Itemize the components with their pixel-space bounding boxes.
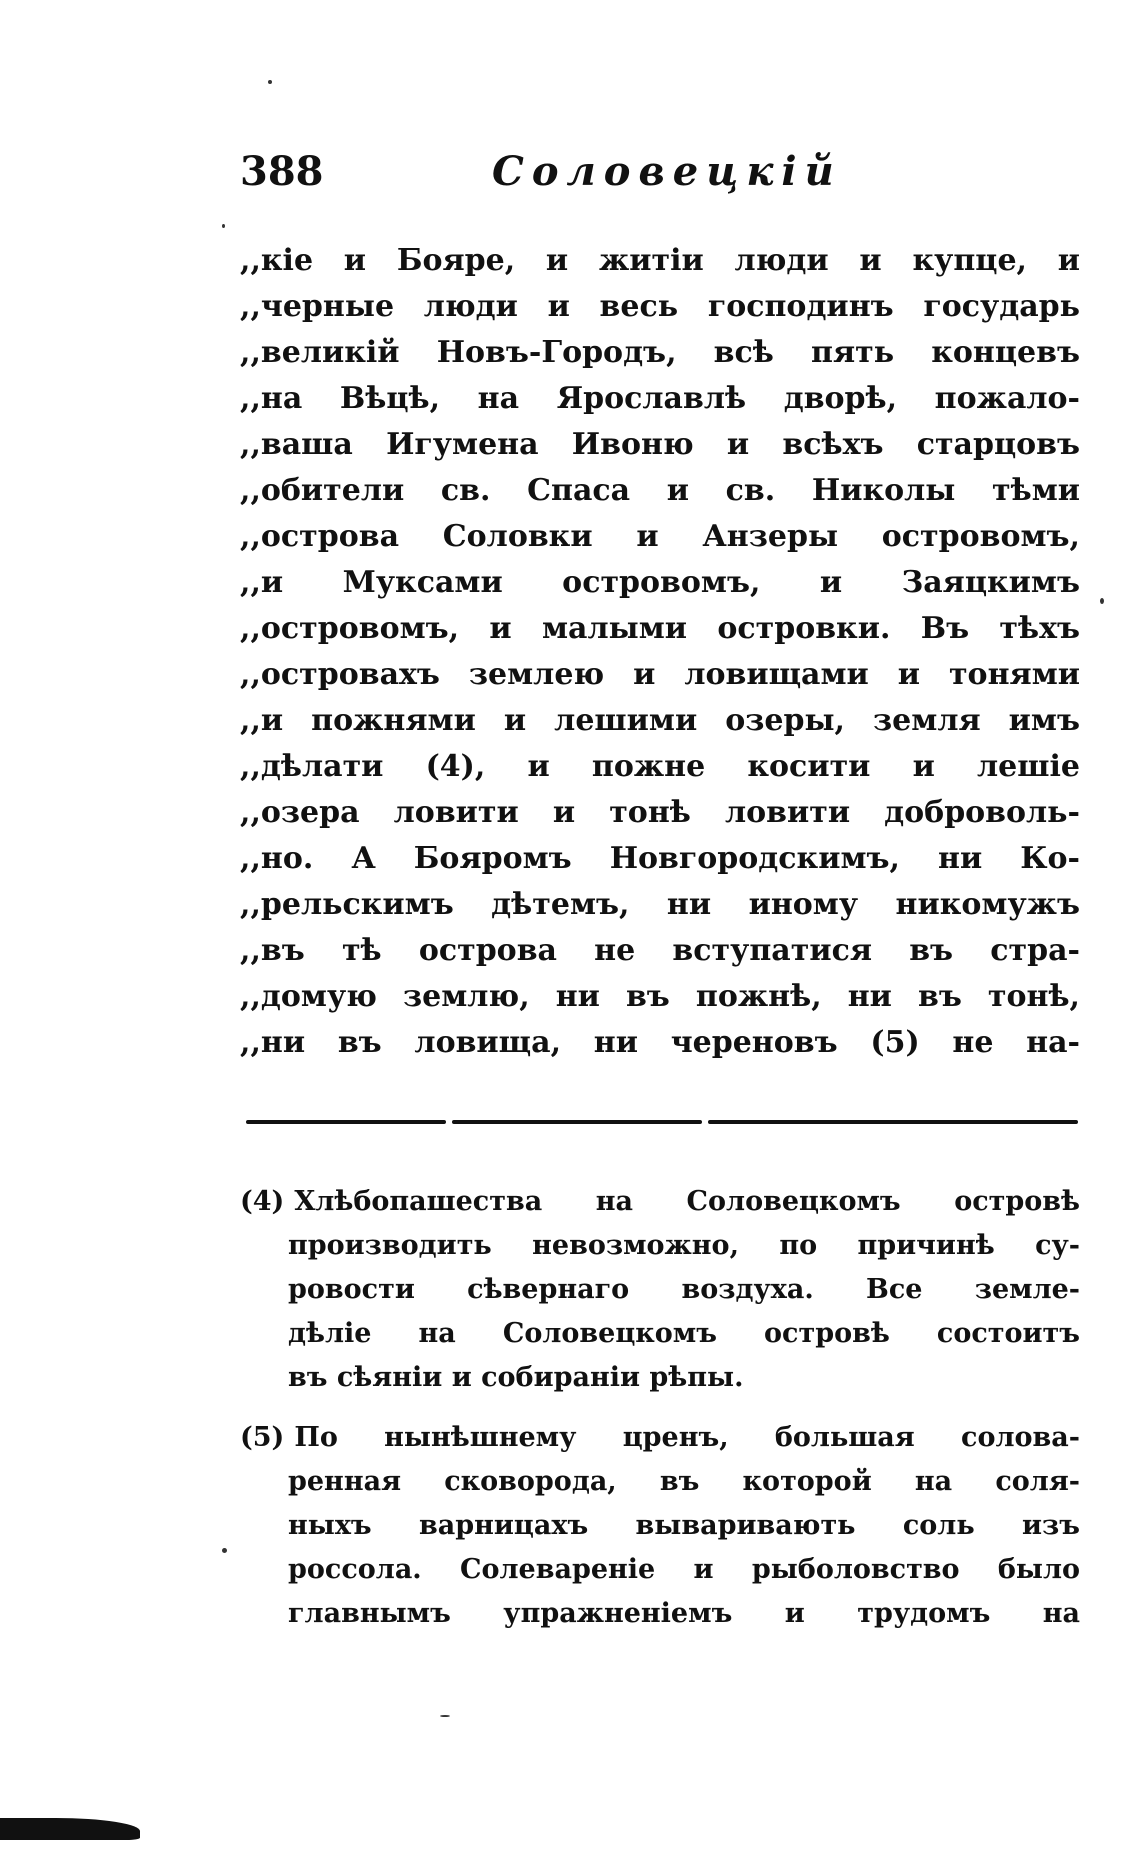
footnote-line: производить невозможно, по причинѣ су-: [288, 1230, 1080, 1261]
print-speck: [268, 80, 272, 84]
text-line: ,,и пожнями и лешими озеры, земля имъ: [240, 703, 1080, 738]
text-line: ,,дѣлати (4), и пожне косити и лешіе: [240, 749, 1080, 784]
footnote-marker: (4): [240, 1186, 285, 1217]
text-line: ,,обители св. Спаса и св. Николы тѣми: [240, 473, 1080, 508]
page-edge-shadow: [0, 1818, 140, 1840]
text-line: ,,великій Новъ-Городъ, всѣ пять концевъ: [240, 335, 1080, 370]
text-line: ,,ваша Игумена Ивоню и всѣхъ старцовъ: [240, 427, 1080, 462]
footnote-text: По нынѣшнему цренъ, большая солова-: [294, 1422, 1080, 1453]
page-header: [240, 148, 860, 198]
footnote-separator-rule: [246, 1118, 1078, 1126]
text-line: ,,въ тѣ острова не вступатися въ стра-: [240, 933, 1080, 968]
text-line: ,,но. А Бояромъ Новгородскимъ, ни Ко-: [240, 841, 1080, 876]
text-line: ,,ни въ ловища, ни череновъ (5) не на-: [240, 1025, 1080, 1060]
footnote-line: [240, 1416, 1080, 1460]
text-line: ,,на Вѣцѣ, на Ярославлѣ дворѣ, пожало-: [240, 381, 1080, 416]
print-speck: [222, 1548, 227, 1553]
footnote-text: Хлѣбопашества на Соловецкомъ островѣ: [294, 1186, 1080, 1217]
text-line: ,,и Муксами островомъ, и Заяцкимъ: [240, 565, 1080, 600]
footnote-line: дѣліе на Соловецкомъ островѣ состоитъ: [288, 1318, 1080, 1349]
footnote-line: ровости сѣвернаго воздуха. Все земле-: [288, 1274, 1080, 1305]
footnote-line: [240, 1180, 1080, 1224]
footnote-5: [240, 1416, 1080, 1636]
text-line: ,,островомъ, и малыми островки. Въ тѣхъ: [240, 611, 1080, 646]
print-speck: [440, 1715, 450, 1717]
text-line: ,,озера ловити и тонѣ ловити доброволь-: [240, 795, 1080, 830]
text-line: ,,рельскимъ дѣтемъ, ни иному никомужъ: [240, 887, 1080, 922]
text-line: ,,острова Соловки и Анзеры островомъ,: [240, 519, 1080, 554]
footnote-line: ныхъ варницахъ вываривають соль изъ: [288, 1510, 1080, 1541]
footnote-line: ренная сковорода, въ которой на соля-: [288, 1466, 1080, 1497]
print-speck: [1100, 598, 1104, 604]
footnotes: [240, 1180, 1080, 1652]
running-title: Соловецкій: [492, 148, 842, 195]
footnote-line: въ сѣяніи и собираніи рѣпы.: [288, 1362, 744, 1393]
footnote-marker: (5): [240, 1422, 285, 1453]
footnote-4: [240, 1180, 1080, 1400]
page-number: 388: [240, 148, 324, 195]
text-line: ,,островахъ землею и ловищами и тонями: [240, 657, 1080, 692]
footnote-line: главнымъ упражненіемъ и трудомъ на: [288, 1598, 1080, 1629]
text-line: ,,домую землю, ни въ пожнѣ, ни въ тонѣ,: [240, 979, 1080, 1014]
text-line: ,,черные люди и весь господинъ государь: [240, 289, 1080, 324]
text-line: ,,кіе и Бояре, и житіи люди и купце, и: [240, 243, 1080, 278]
main-text: [240, 238, 1080, 1066]
footnote-line: россола. Солевареніе и рыболовство было: [288, 1554, 1080, 1585]
print-speck: [222, 224, 225, 228]
